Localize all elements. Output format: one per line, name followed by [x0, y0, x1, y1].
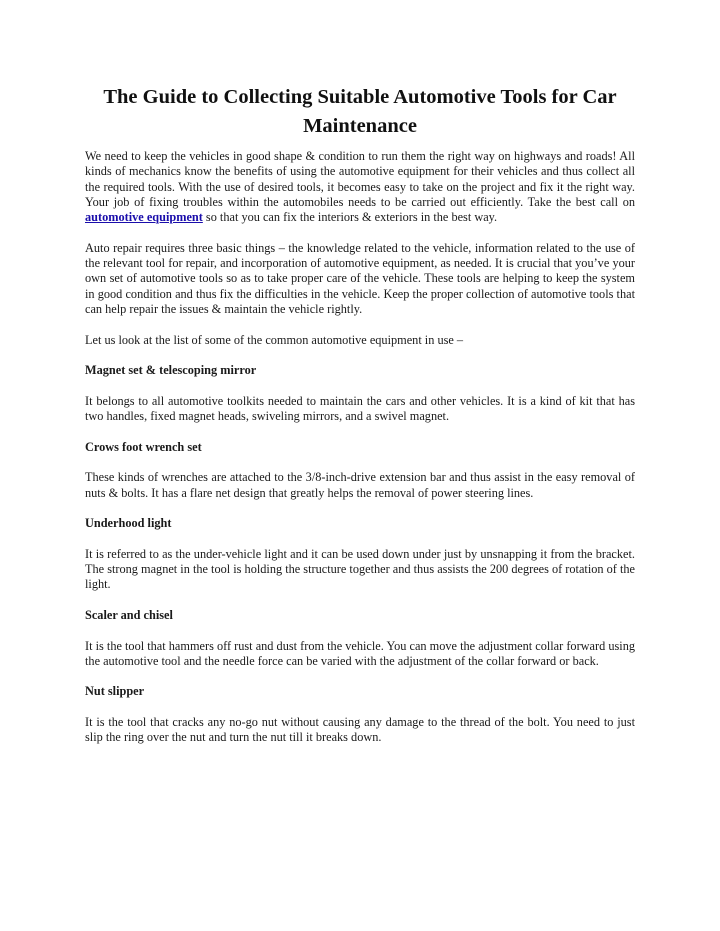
section-text-crows-foot: These kinds of wrenches are attached to the 3/8-inch-drive extension bar and thus assist in the easy removal of nuts & bolts. It has a flare net design that greatly helps the removal of power steering lines. — [85, 470, 635, 500]
section-text-magnet-set: It belongs to all automotive toolkits needed to maintain the cars and other vehicles. It is a kind of kit that has two handles, fixed magnet heads, swiveling mirrors, and a swivel magnet. — [85, 393, 635, 424]
section-heading-underhood-light: Underhood light — [85, 516, 172, 531]
intro-text-before: We need to keep the vehicles in good shape & condition to run them the right way on highways and roads! All kinds of mechanics know the benefits of using the automotive equipment for their vehicles and thus collect all the required tools. With the use of desired tools, it becomes easy to take on the project and fix it the right way. Your job of fixing troubles within the automobiles needs to be carried out efficiently. Take the best call on — [85, 149, 635, 209]
section-heading-crows-foot: Crows foot wrench set — [85, 439, 202, 454]
automotive-equipment-link[interactable]: automotive equipment — [85, 210, 203, 225]
section-heading-magnet-set: Magnet set & telescoping mirror — [85, 363, 257, 378]
document-title: The Guide to Collecting Suitable Automotive Tools for Car Maintenance — [103, 86, 617, 137]
intro-text-after: so that you can fix the interiors & exteriors in the best way. — [202, 210, 498, 225]
section-text-nut-slipper: It is the tool that cracks any no-go nut without causing any damage to the thread of the bolt. You need to just slip the ring over the nut and turn the nut till it breaks down. — [85, 714, 635, 745]
section-heading-scaler-chisel: Scaler and chisel — [85, 607, 173, 622]
intro-paragraph — [85, 149, 635, 225]
section-heading-nut-slipper: Nut slipper — [85, 684, 145, 699]
paragraph-auto-repair: Auto repair requires three basic things – the knowledge related to the vehicle, information related to the use of the relevant tool for repair, and incorporation of automotive equipment, as needed. It is crucial that you’ve your own set of automotive tools so as to take proper care of the vehicle. These tools are helping to keep the system in good condition and thus fix the difficulties in the vehicle. Keep the proper collection of automotive tools that can help repair the issues & maintain the vehicle rightly. — [85, 240, 635, 316]
document-body — [85, 149, 635, 761]
paragraph-list-intro: Let us look at the list of some of the common automotive equipment in use – — [85, 332, 464, 347]
section-text-scaler-chisel: It is the tool that hammers off rust and dust from the vehicle. You can move the adjustment collar forward using the automotive tool and the needle force can be varied with the adjustment of the collar forward or back. — [85, 638, 635, 668]
section-text-underhood-light: It is referred to as the under-vehicle light and it can be used down under just by unsnapping it from the bracket. The strong magnet in the tool is holding the structure together and thus assists the 200 degrees of rotation of the light. — [85, 546, 635, 592]
